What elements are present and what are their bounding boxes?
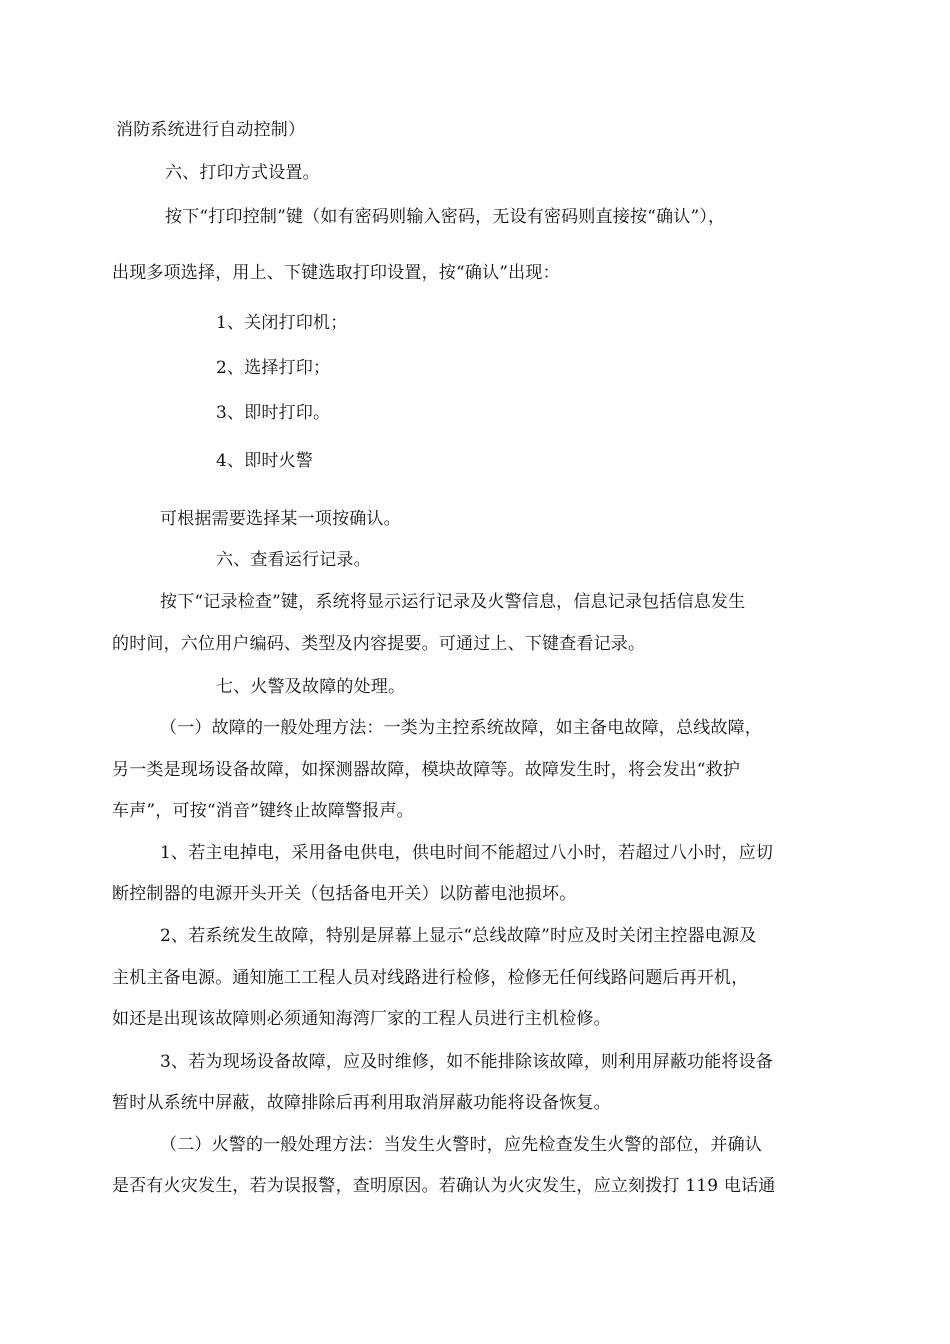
text-line: （一）故障的一般处理方法：一类为主控系统故障，如主备电故障，总线故障，: [160, 718, 762, 738]
text-line: 消防系统进行自动控制）: [116, 120, 306, 140]
text-line: 断控制器的电源开头开关（包括备电开关）以防蓄电池损坏。: [112, 884, 577, 904]
text-line: （二）火警的一般处理方法：当发生火警时，应先检查发生火警的部位，并确认: [160, 1135, 762, 1155]
section-heading: 七、火警及故障的处理。: [216, 677, 406, 697]
list-item: 4、即时火警: [216, 451, 314, 471]
text-line: 的时间，六位用户编码、类型及内容提要。可通过上、下键查看记录。: [112, 634, 646, 654]
text-line: 另一类是现场设备故障，如探测器故障，模块故障等。故障发生时，将会发出“救护: [112, 760, 741, 780]
section-heading: 六、查看运行记录。: [216, 550, 371, 570]
text-line: 主机主备电源。通知施工工程人员对线路进行检修，检修无任何线路问题后再开机，: [112, 968, 749, 988]
text-line: 3、若为现场设备故障，应及时维修，如不能排除该故障，则利用屏蔽功能将设备: [160, 1052, 774, 1072]
text-line: 如还是出现该故障则必须通知海湾厂家的工程人员进行主机检修。: [112, 1009, 611, 1029]
text-line: 2、若系统发生故障，特别是屏幕上显示“总线故障”时应及时关闭主控器电源及: [160, 926, 757, 946]
section-heading: 六、打印方式设置。: [165, 163, 320, 183]
text-line: 是否有火灾发生，若为误报警，查明原因。若确认为火灾发生，应立刻拨打 119 电话通: [112, 1176, 776, 1196]
text-line: 暂时从系统中屏蔽，故障排除后再利用取消屏蔽功能将设备恢复。: [112, 1093, 611, 1113]
list-item: 1、关闭打印机；: [216, 313, 348, 333]
text-line: 按下“记录检查”键，系统将显示运行记录及火警信息，信息记录包括信息发生: [160, 592, 746, 612]
list-item: 3、即时打印。: [216, 403, 331, 423]
text-line: 出现多项选择，用上、下键选取打印设置，按“确认”出现：: [112, 263, 560, 283]
text-line: 1、若主电掉电，采用备电供电，供电时间不能超过八小时，若超过八小时，应切: [160, 843, 774, 863]
text-line: 车声”，可按“消音”键终止故障警报声。: [112, 801, 414, 821]
list-item: 2、选择打印；: [216, 358, 331, 378]
text-line: 可根据需要选择某一项按确认。: [160, 509, 401, 529]
text-line: 按下“打印控制”键（如有密码则输入密码，无设有密码则直接按“确认”），: [165, 207, 726, 227]
